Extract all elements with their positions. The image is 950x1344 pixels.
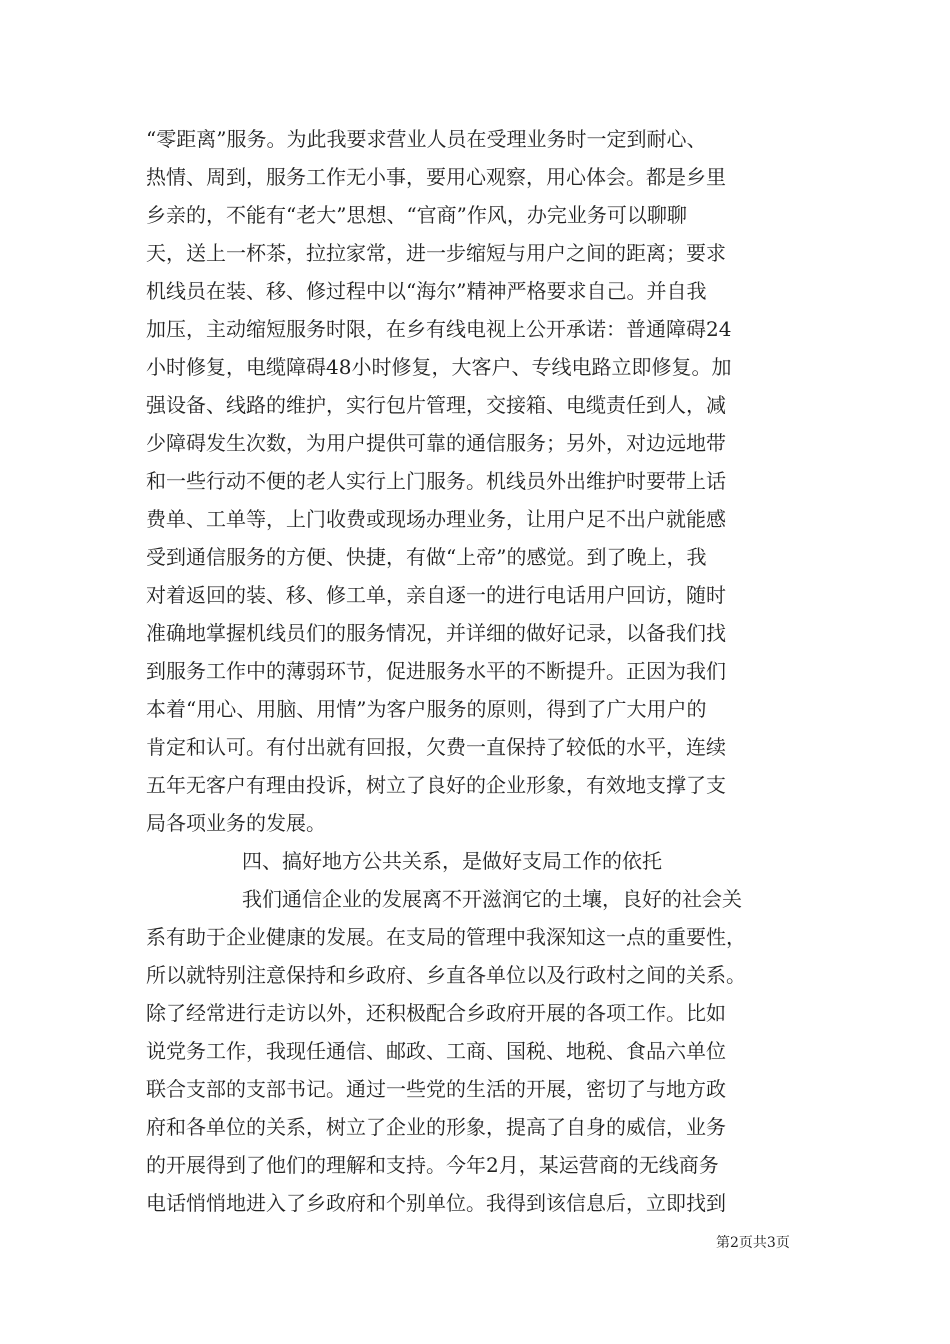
text-line: 电话悄悄地进入了乡政府和个别单位。我得到该信息后，立即找到	[146, 1191, 726, 1215]
text-line: 我们通信企业的发展离不开滋润它的土壤，良好的社会关	[242, 887, 742, 911]
text-line: 少障碍发生次数，为用户提供可靠的通信服务；另外，对边远地带	[146, 431, 726, 455]
text-line: “零距离”服务。为此我要求营业人员在受理业务时一定到耐心、	[146, 127, 707, 151]
text-line: 说党务工作，我现任通信、邮政、工商、国税、地税、食品六单位	[146, 1039, 726, 1063]
text-line: 所以就特别注意保持和乡政府、乡直各单位以及行政村之间的关系。	[146, 963, 746, 987]
text-line: 机线员在装、移、修过程中以“海尔”精神严格要求自己。并自我	[146, 279, 707, 303]
text-line: 对着返回的装、移、修工单，亲自逐一的进行电话用户回访，随时	[146, 583, 726, 607]
page-number-footer: 第2页共3页	[716, 1235, 790, 1251]
text-line: 到服务工作中的薄弱环节，促进服务水平的不断提升。正因为我们	[146, 659, 726, 683]
text-line: 本着“用心、用脑、用情”为客户服务的原则，得到了广大用户的	[146, 697, 707, 721]
text-line: 除了经常进行走访以外，还积极配合乡政府开展的各项工作。比如	[146, 1001, 726, 1025]
text-line: 费单、工单等，上门收费或现场办理业务，让用户足不出户就能感	[146, 507, 726, 531]
section-heading: 四、搞好地方公共关系，是做好支局工作的依托	[242, 849, 662, 873]
text-line: 天，送上一杯茶，拉拉家常，进一步缩短与用户之间的距离；要求	[146, 241, 726, 265]
text-line: 热情、周到，服务工作无小事，要用心观察，用心体会。都是乡里	[146, 165, 726, 189]
text-line: 局各项业务的发展。	[146, 811, 326, 835]
text-line: 五年无客户有理由投诉，树立了良好的企业形象，有效地支撑了支	[146, 773, 726, 797]
text-line: 系有助于企业健康的发展。在支局的管理中我深知这一点的重要性，	[146, 925, 746, 949]
text-line: 受到通信服务的方便、快捷，有做“上帝”的感觉。到了晚上，我	[146, 545, 707, 569]
text-line: 强设备、线路的维护，实行包片管理，交接箱、电缆责任到人，减	[146, 393, 726, 417]
text-line: 加压，主动缩短服务时限，在乡有线电视上公开承诺：普通障碍24	[146, 317, 732, 341]
text-line: 肯定和认可。有付出就有回报，欠费一直保持了较低的水平，连续	[146, 735, 726, 759]
text-line: 联合支部的支部书记。通过一些党的生活的开展，密切了与地方政	[146, 1077, 726, 1101]
text-line: 小时修复，电缆障碍48小时修复，大客户、专线电路立即修复。加	[146, 355, 732, 379]
text-line: 乡亲的，不能有“老大”思想、“官商”作风，办完业务可以聊聊	[146, 203, 687, 227]
text-line: 和一些行动不便的老人实行上门服务。机线员外出维护时要带上话	[146, 469, 726, 493]
text-line: 准确地掌握机线员们的服务情况，并详细的做好记录，以备我们找	[146, 621, 726, 645]
text-line: 府和各单位的关系，树立了企业的形象，提高了自身的威信，业务	[146, 1115, 726, 1139]
text-line: 的开展得到了他们的理解和支持。今年2月，某运营商的无线商务	[146, 1153, 719, 1177]
